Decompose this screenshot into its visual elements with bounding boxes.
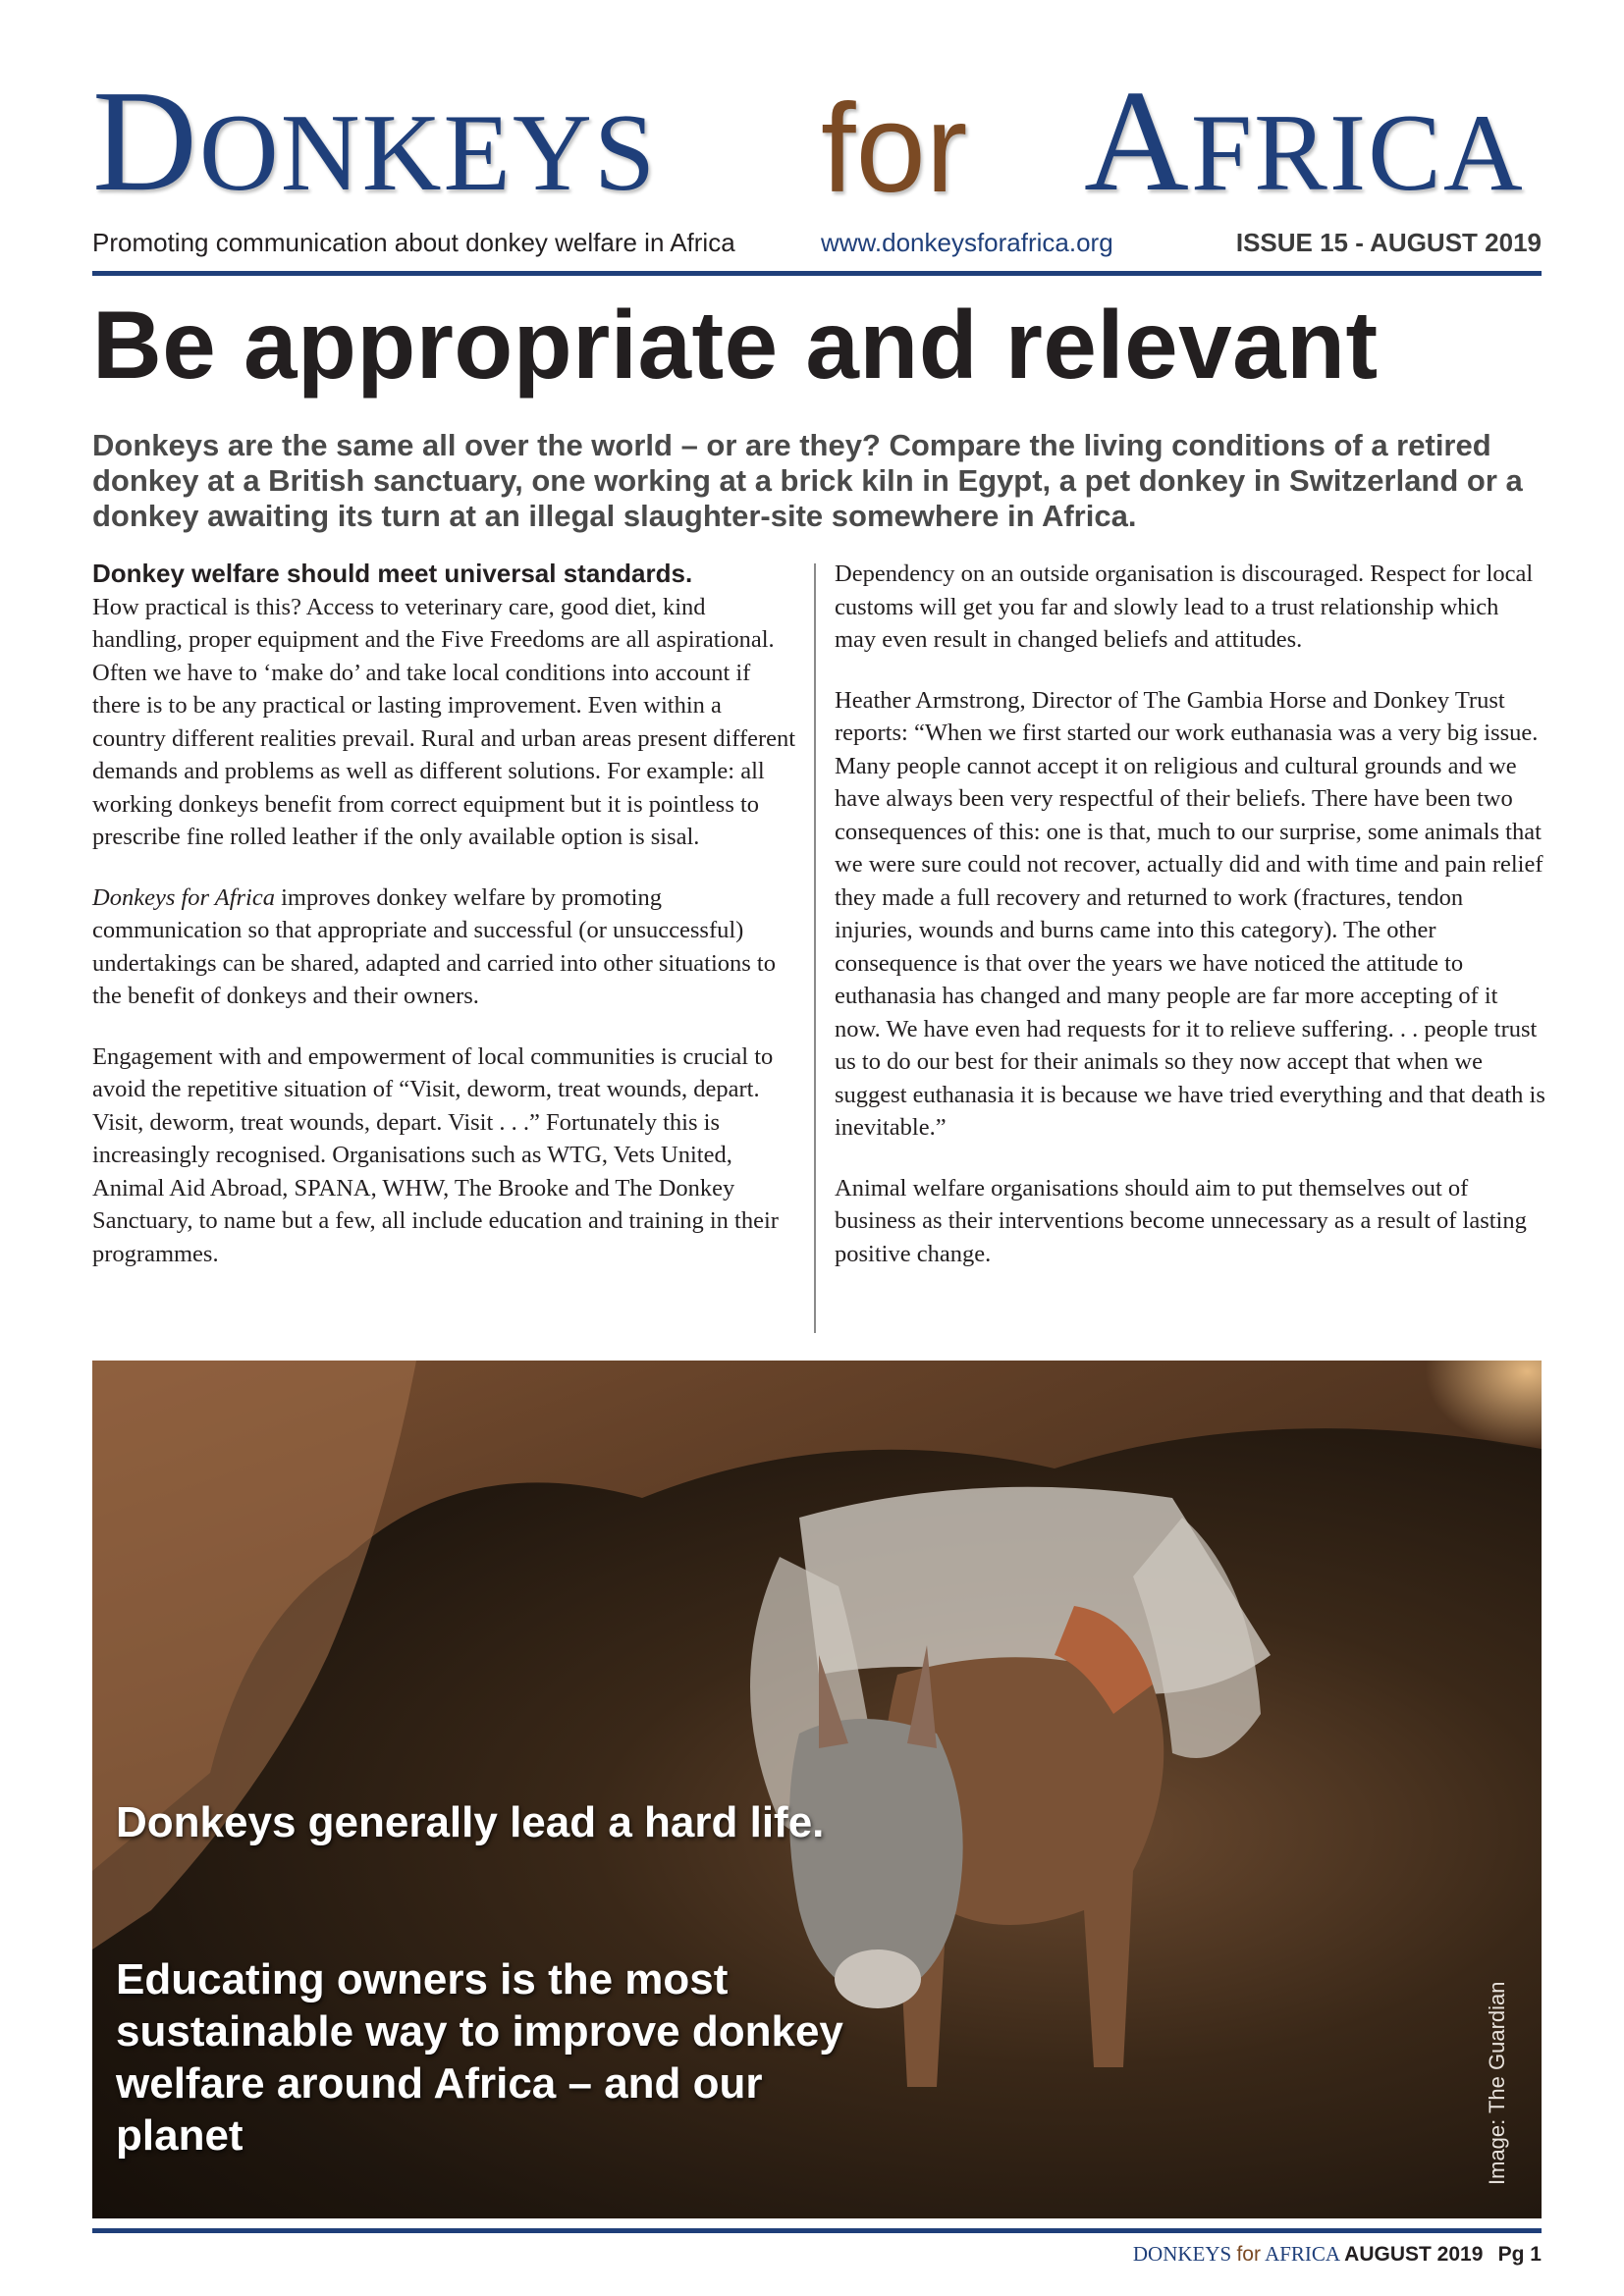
footer-for: for	[1236, 2243, 1261, 2266]
article-column-right	[835, 558, 1545, 1298]
masthead-for: for	[821, 79, 968, 219]
paragraph: Engagement with and empowerment of local communities is crucial to avoid the repetitive situation of “Visit, deworm, treat wounds, depart. Visit, deworm, treat wounds, depart. Visit . . .” Fortunately this is increasingly recognised. Organisations such as WTG, Vets United, Animal Aid Abroad, SPANA, WHW, The Brooke and The Donkey Sanctuary, to name but a few, all include education and training in their programmes.	[92, 1042, 779, 1267]
masthead-africa-initial: A	[1084, 61, 1191, 222]
article-headline: Be appropriate and relevant	[92, 291, 1379, 399]
photo-credit: Image: The Guardian	[1485, 1981, 1509, 2185]
footer-donkeys: DONKEYS	[1132, 2242, 1232, 2266]
masthead-donkeys	[92, 61, 658, 222]
photo-caption-secondary: Educating owners is the most sustainable way to improve donkey welfare around Africa – and our planet	[116, 1955, 843, 2160]
article-intro: Donkeys are the same all over the world – or are they? Compare the living conditions of a retired donkey at a British sanctuary, one working at a brick kiln in Egypt, a pet donkey in Switzerland or a donkey awaiting its turn at an illegal slaughter-site somewhere in Africa.	[92, 428, 1523, 533]
paragraph-body: improves donkey welfare by promoting communication so that appropriate and successful (or unsuccessful) undertakings can be shared, adapted and carried into other situations to the benefit of donkeys and their owners.	[92, 883, 776, 1009]
header-bar	[92, 228, 1542, 263]
paragraph	[92, 881, 799, 1013]
page-number: Pg 1	[1497, 2243, 1542, 2266]
masthead-africa	[1084, 61, 1525, 222]
paragraph: Animal welfare organisations should aim to put themselves out of business as their interventions become unnecessary as a result of lasting positive change.	[835, 1174, 1527, 1267]
donkey-photo	[92, 1361, 1542, 2218]
footer-rule	[92, 2228, 1542, 2233]
masthead-donkeys-rest: ONKEYS	[198, 92, 658, 214]
masthead-donkeys-initial: D	[92, 61, 199, 222]
paragraph: Dependency on an outside organisation is discouraged. Respect for local customs will get you far and slowly lead to a trust relationship which may even result in changed beliefs and attitudes.	[835, 561, 1534, 653]
header-rule	[92, 271, 1542, 276]
masthead-africa-rest: FRICA	[1190, 92, 1525, 214]
paragraph-lead: Donkey welfare should meet universal standards.	[92, 559, 693, 588]
footer-date: AUGUST 2019	[1344, 2243, 1484, 2266]
paragraph: Heather Armstrong, Director of The Gambia Horse and Donkey Trust reports: “When we first started our work euthanasia was a very big issue. Many people cannot accept it on religious and cultural grounds and we have always been very respectful of their beliefs. There have been two consequences of this: one is that, much to our surprise, some animals that we were sure could not recover, actually did and with time and pain relief they made a full recovery and returned to work (fractures, tendon injuries, wounds and burns came into this category). The other consequence is that over the years we have noticed the attitude to euthanasia has changed and many people are far more accepting of it now. We have even had requests for it to relieve suffering. . . people trust us to do our best for their animals so they now accept that when we suggest euthanasia it is because we have tried everything and that death is inevitable.”	[835, 686, 1545, 1141]
publication-name: Donkeys for Africa	[92, 883, 275, 911]
tagline: Promoting communication about donkey welfare in Africa	[92, 228, 735, 257]
issue-label: ISSUE 15 - AUGUST 2019	[1235, 228, 1542, 257]
photo-caption-primary: Donkeys generally lead a hard life.	[116, 1798, 825, 1846]
paragraph-body: How practical is this? Access to veterinary care, good diet, kind handling, proper equipment and the Five Freedoms are all aspirational. Often we have to ‘make do’ and take local conditions into account if there is to be any practical or lasting improvement. Even within a country different realities prevail. Rural and urban areas present different demands and problems as well as different solutions. For example: all working donkeys benefit from correct equipment but it is pointless to prescribe fine rolled leather if the only available option is sisal.	[92, 593, 796, 850]
website-link[interactable]: www.donkeysforafrica.org	[821, 228, 1113, 257]
page-footer	[1133, 2242, 1542, 2267]
article-column-left	[92, 558, 799, 1298]
masthead-logo	[92, 61, 1545, 222]
column-divider	[814, 563, 816, 1333]
footer-africa: AFRICA	[1265, 2242, 1339, 2266]
paragraph	[92, 558, 799, 854]
